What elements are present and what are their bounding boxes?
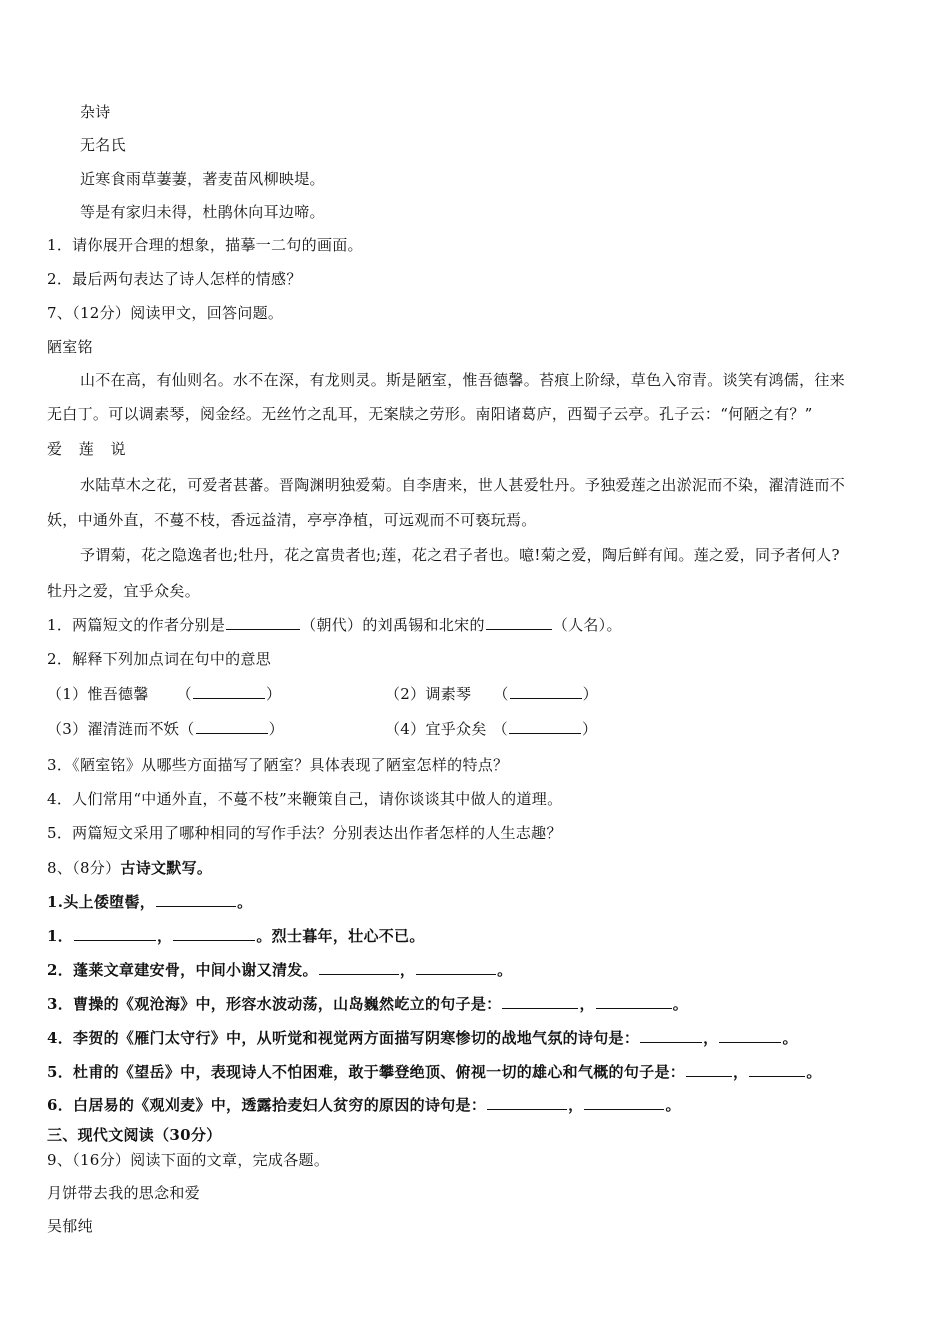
q8-item-4: 3．曹操的《观沧海》中，形容水波动荡，山岛巍然屹立的句子是： ， 。 xyxy=(47,995,689,1013)
poem-question-1: 1．请你展开合理的想象，描摹一二句的画面。 xyxy=(47,236,363,254)
q7-q2-item-4: （4）宜乎众矣 xyxy=(385,720,487,738)
q7-q2-item-2: （2）调素琴 xyxy=(385,685,472,703)
q8-item-1: 1.头上倭堕髻， 。 xyxy=(47,893,253,911)
q7-question-5: 5．两篇短文采用了哪种相同的写作手法？分别表达出作者怎样的人生志趣？ xyxy=(47,824,562,842)
poem-author: 无名氏 xyxy=(80,136,126,154)
q9-header: 9、（16分）阅读下面的文章，完成各题。 xyxy=(47,1151,330,1169)
q8-item-5: 4．李贺的《雁门太守行》中，从听觉和视觉两方面描写阴寒惨切的战地气氛的诗句是： ， 。 xyxy=(47,1029,798,1047)
q7-q1-part-b: （朝代）的刘禹锡和北宋的 xyxy=(301,616,485,634)
q8-item-3-blank-1[interactable] xyxy=(319,960,399,975)
text2-paragraph2-line1: 予谓菊，花之隐逸者也;牡丹，花之富贵者也;莲，花之君子者也。噫!菊之爱，陶后鲜有闻。莲之爱，同予者何人? xyxy=(80,546,840,564)
q7-q2-blank-3[interactable] xyxy=(196,719,268,734)
q8-item-4-blank-2[interactable] xyxy=(596,994,672,1009)
poem-line-1: 近寒食雨草萋萋，著麦苗风柳映堤。 xyxy=(80,170,325,188)
text2-paragraph1-line1: 水陆草木之花，可爱者甚蕃。晋陶渊明独爱菊。自李唐来，世人甚爱牡丹。予独爱莲之出淤泥而不染，濯清涟而不 xyxy=(80,476,846,494)
q7-q1-blank-dynasty[interactable] xyxy=(226,615,300,630)
text2-paragraph1-line2: 妖，中通外直，不蔓不枝，香远益清，亭亭净植，可远观而不可亵玩焉。 xyxy=(47,511,537,529)
q8-item-7: 6．白居易的《观刈麦》中，透露拾麦妇人贫穷的原因的诗句是： ， 。 xyxy=(47,1096,681,1114)
q8-item-6: 5．杜甫的《望岳》中，表现诗人不怕困难，敢于攀登绝顶、俯视一切的雄心和气概的句子是： ， 。 xyxy=(47,1063,822,1081)
q7-header: 7、（12分）阅读甲文，回答问题。 xyxy=(47,304,284,322)
text1-paragraph-line2: 无白丁。可以调素琴，阅金经。无丝竹之乱耳，无案牍之劳形。南阳诸葛庐，西蜀子云亭。孔子云：“何陋之有？” xyxy=(47,405,813,423)
text2-title: 爱 莲 说 xyxy=(47,440,132,458)
q8-item-6-blank-2[interactable] xyxy=(749,1062,805,1077)
q8-item-7-blank-1[interactable] xyxy=(487,1095,567,1110)
q7-q1-part-a: 1．两篇短文的作者分别是 xyxy=(47,616,226,634)
q7-question-1 xyxy=(47,614,622,636)
q7-q2-blank-4[interactable] xyxy=(509,719,581,734)
q8-item-2-blank-1[interactable] xyxy=(74,926,156,941)
q7-q2-item-2-wrap: （2）调素琴 （ ） xyxy=(385,685,598,703)
q8-item-3-blank-2[interactable] xyxy=(416,960,496,975)
q7-q2-row-2: （3）濯清涟而不妖（ ） （4）宜乎众矣 （ ） xyxy=(47,720,598,738)
poem-line-2: 等是有家归未得，杜鹃休向耳边啼。 xyxy=(80,203,325,221)
q7-question-3: 3．《陋室铭》从哪些方面描写了陋室？具体表现了陋室怎样的特点？ xyxy=(47,756,509,774)
q8-item-6-blank-1[interactable] xyxy=(686,1062,732,1077)
q8-header-title: 古诗文默写。 xyxy=(120,859,213,877)
q8-item-2: 1． ， 。烈士暮年，壮心不已。 xyxy=(47,927,425,945)
text1-title: 陋室铭 xyxy=(47,338,93,356)
text2-paragraph2-line2: 牡丹之爱，宜乎众矣。 xyxy=(47,582,201,600)
q8-item-2-blank-2[interactable] xyxy=(173,926,255,941)
q7-question-4: 4．人们常用“中通外直，不蔓不枝”来鞭策自己，请你谈谈其中做人的道理。 xyxy=(47,790,563,808)
poem-question-2: 2．最后两句表达了诗人怎样的情感？ xyxy=(47,270,302,288)
q8-item-5-blank-1[interactable] xyxy=(640,1028,702,1043)
article-author: 吴郁纯 xyxy=(47,1217,93,1235)
q7-q2-blank-1[interactable] xyxy=(193,684,265,699)
q7-q2-item-4-wrap: （4）宜乎众矣 （ ） xyxy=(385,720,598,738)
section3-title: 三、现代文阅读（30分） xyxy=(47,1126,222,1144)
q7-q1-blank-name[interactable] xyxy=(486,615,552,630)
q7-q1-part-c: （人名）。 xyxy=(552,616,622,634)
q8-item-3: 2．蓬莱文章建安骨，中间小谢又清发。 ， 。 xyxy=(47,961,513,979)
q7-q2-item-3: （3）濯清涟而不妖 xyxy=(47,720,180,738)
q8-header xyxy=(47,857,212,879)
q7-q2-blank-2[interactable] xyxy=(510,684,582,699)
q8-header-score: 8、（8分） xyxy=(47,859,121,877)
q8-item-7-blank-2[interactable] xyxy=(584,1095,664,1110)
q8-item-1-blank[interactable] xyxy=(156,892,236,907)
poem-title: 杂诗 xyxy=(80,103,111,121)
q8-item-4-blank-1[interactable] xyxy=(502,994,578,1009)
q8-item-5-blank-2[interactable] xyxy=(719,1028,781,1043)
q7-q2-row-1: （1）惟吾德馨 （ ） （2）调素琴 （ ） xyxy=(47,685,598,703)
q7-q2-item-1: （1）惟吾德馨 xyxy=(47,685,149,703)
q7-question-2: 2．解释下列加点词在句中的意思 xyxy=(47,650,272,668)
text1-paragraph-line1: 山不在高，有仙则名。水不在深，有龙则灵。斯是陋室，惟吾德馨。苔痕上阶绿，草色入帘青。谈笑有鸿儒，往来 xyxy=(80,371,846,389)
article-title: 月饼带去我的思念和爱 xyxy=(47,1184,201,1202)
